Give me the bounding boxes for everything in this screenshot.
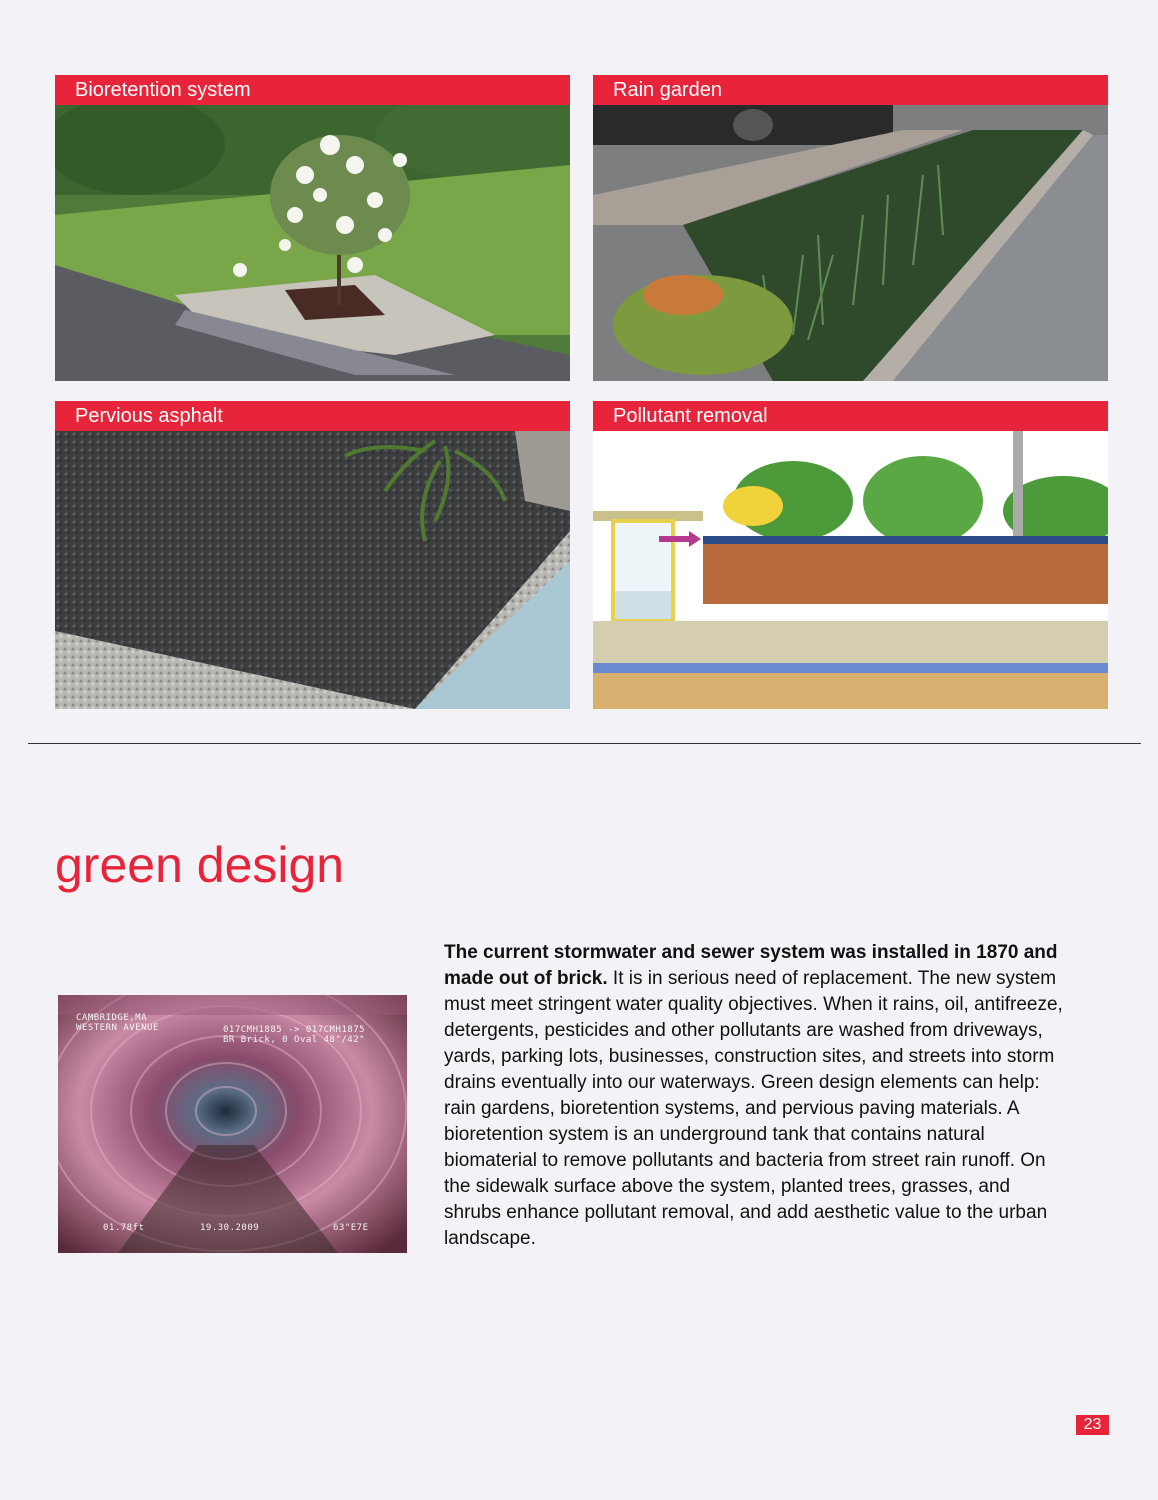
bioretention-label: Bioretention system	[55, 75, 570, 105]
sewer-inspection-photo	[58, 995, 407, 1253]
pollutant-removal-label: Pollutant removal	[593, 401, 1108, 431]
overlay-date: 19.30.2009	[200, 1223, 260, 1233]
body-paragraph	[444, 940, 1064, 1252]
overlay-street: WESTERN AVENUE	[76, 1023, 159, 1033]
pervious-asphalt-label: Pervious asphalt	[55, 401, 570, 431]
bioretention-photo	[55, 105, 570, 381]
body-lead: The current stormwater and sewer system was installed in 1870 and made out of brick.	[444, 942, 1058, 989]
bioretention-panel	[55, 75, 570, 381]
pervious-asphalt-photo	[55, 431, 570, 709]
section-title: green design	[55, 837, 345, 893]
section-divider	[28, 743, 1141, 744]
overlay-code: 63"E7E	[333, 1223, 369, 1233]
overlay-pipe-spec: BR Brick, 0 Oval 48"/42"	[223, 1035, 366, 1045]
pollutant-removal-diagram	[593, 431, 1108, 709]
body-rest: It is in serious need of replacement. The new system must meet stringent water quality objectives. When it rains, oil, antifreeze, detergents, pesticides and other pollutants are washed from driveways, yards, parking lots, businesses, construction sites, and streets into storm drains eventually into our waterways. Green design elements can help: rain gardens, bioretention systems, and pervious paving materials. A bioretention system is an underground tank that contains natural biomaterial to remove pollutants and bacteria from street rain runoff. On the sidewalk surface above the system, planted trees, grasses, and shrubs enhance pollutant removal, and add aesthetic value to the urban landscape.	[444, 968, 1063, 1249]
pollutant-removal-panel	[593, 401, 1108, 709]
overlay-manholes: 017CMH1885 -> 017CMH1875	[223, 1025, 366, 1035]
rain-garden-label: Rain garden	[593, 75, 1108, 105]
pervious-asphalt-panel	[55, 401, 570, 709]
overlay-distance: 01.78ft	[103, 1223, 145, 1233]
page-number: 23	[1076, 1415, 1109, 1435]
overlay-location: CAMBRIDGE,MA	[76, 1013, 148, 1023]
rain-garden-photo	[593, 105, 1108, 381]
rain-garden-panel	[593, 75, 1108, 381]
